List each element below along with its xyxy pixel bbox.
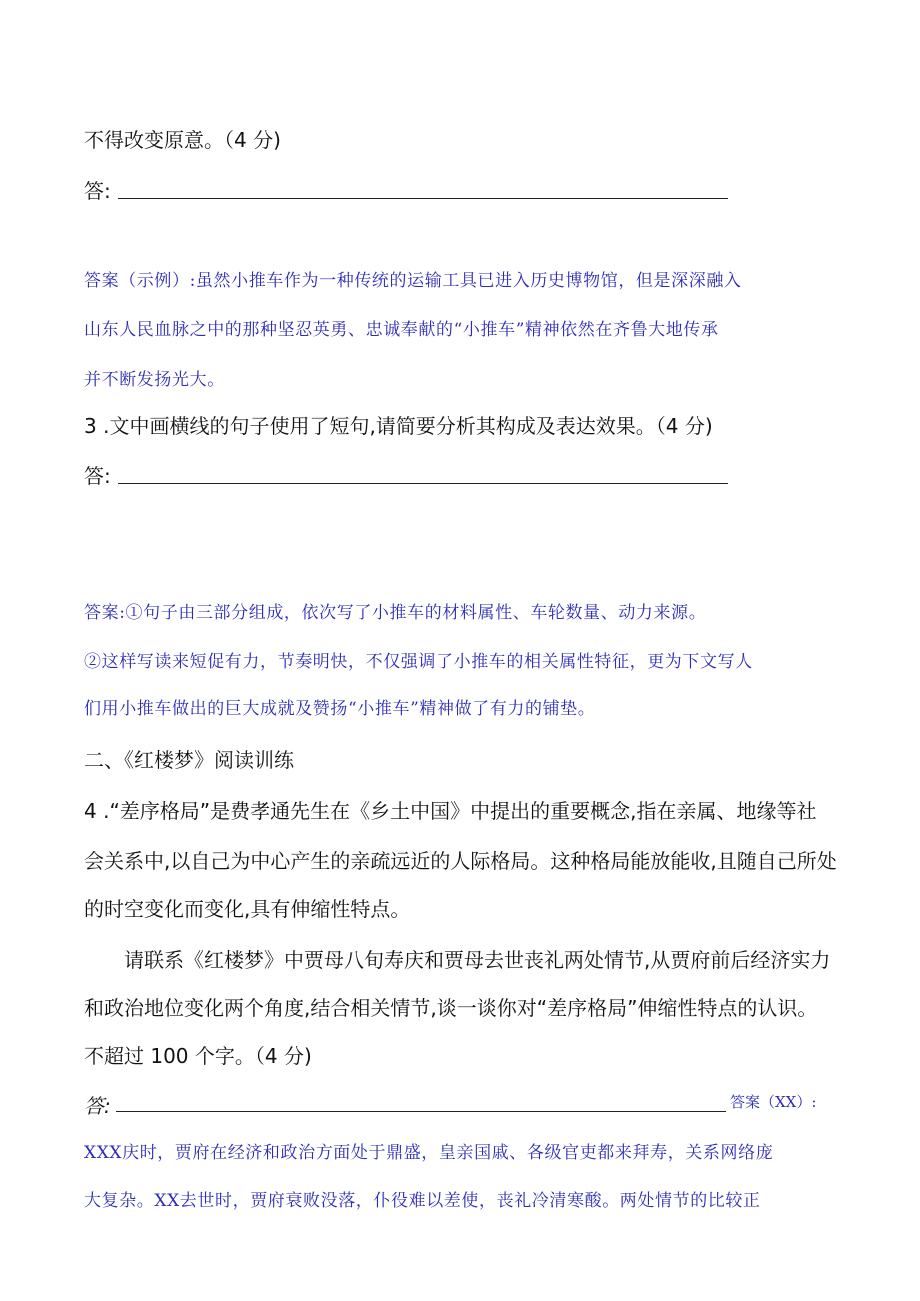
q3-answer-line-1: 答案:①句子由三部分组成，依次写了小推车的材料属性、车轮数量、动力来源。 bbox=[84, 603, 707, 623]
q4-line-2: 会关系中,以自己为中心产生的亲疏远近的人际格局。这种格局能放能收,且随自己所处 bbox=[84, 849, 837, 873]
q4-line-5: 和政治地位变化两个角度,结合相关情节,谈一谈你对“差序格局”伸缩性特点的认识。 bbox=[84, 996, 818, 1020]
q4-answer-blank[interactable] bbox=[116, 1111, 726, 1112]
q4-answer-line-2: 大复杂。XX去世时，贾府衰败没落，仆役难以差使，丧礼冷清寒酸。两处情节的比较正 bbox=[84, 1191, 761, 1211]
q2-answer-line-1: 答案（示例）:虽然小推车作为一种传统的运输工具已进入历史博物馆，但是深深融入 bbox=[84, 271, 742, 291]
q3-answer-line-3: 们用小推车做出的巨大成就及赞扬“小推车”精神做了有力的铺垫。 bbox=[84, 699, 596, 719]
q4-line-1: 4 .“差序格局”是费孝通先生在《乡土中国》中提出的重要概念,指在亲属、地缘等社 bbox=[84, 799, 817, 823]
q3-answer-label: 答: bbox=[84, 464, 111, 488]
q2-answer-blank[interactable] bbox=[118, 198, 728, 199]
q4-answer-label: 答: bbox=[84, 1094, 111, 1118]
q2-answer-line-3: 并不断发扬光大。 bbox=[84, 370, 225, 390]
q2-answer-label: 答: bbox=[84, 179, 111, 203]
section2-heading: 二、《红楼梦》阅读训练 bbox=[84, 748, 294, 772]
q3-answer-line-2: ②这样写读来短促有力，节奏明快，不仅强调了小推车的相关属性特征，更为下文写人 bbox=[84, 652, 753, 672]
q4-line-3: 的时空变化而变化,具有伸缩性特点。 bbox=[84, 897, 411, 921]
q3-answer-blank[interactable] bbox=[118, 483, 728, 484]
q2-answer-line-2: 山东人民血脉之中的那种坚忍英勇、忠诚奉献的“小推车”精神依然在齐鲁大地传承 bbox=[84, 320, 719, 340]
q3-question: 3 .文中画横线的句子使用了短句,请简要分析其构成及表达效果。（4 分) bbox=[84, 414, 713, 438]
q4-answer-line-1: XXX庆时，贾府在经济和政治方面处于鼎盛，皇亲国戚、各级官吏都来拜寿，关系网络庞 bbox=[84, 1143, 774, 1163]
q2-tail: 不得改变原意。（4 分) bbox=[84, 128, 281, 152]
q4-line-6: 不超过 100 个字。（4 分) bbox=[84, 1044, 312, 1068]
q4-answer-tag: 答案（XX）: bbox=[730, 1093, 817, 1111]
q4-line-4: 请联系《红楼梦》中贾母八旬寿庆和贾母去世丧礼两处情节,从贾府前后经济实力 bbox=[124, 948, 831, 972]
